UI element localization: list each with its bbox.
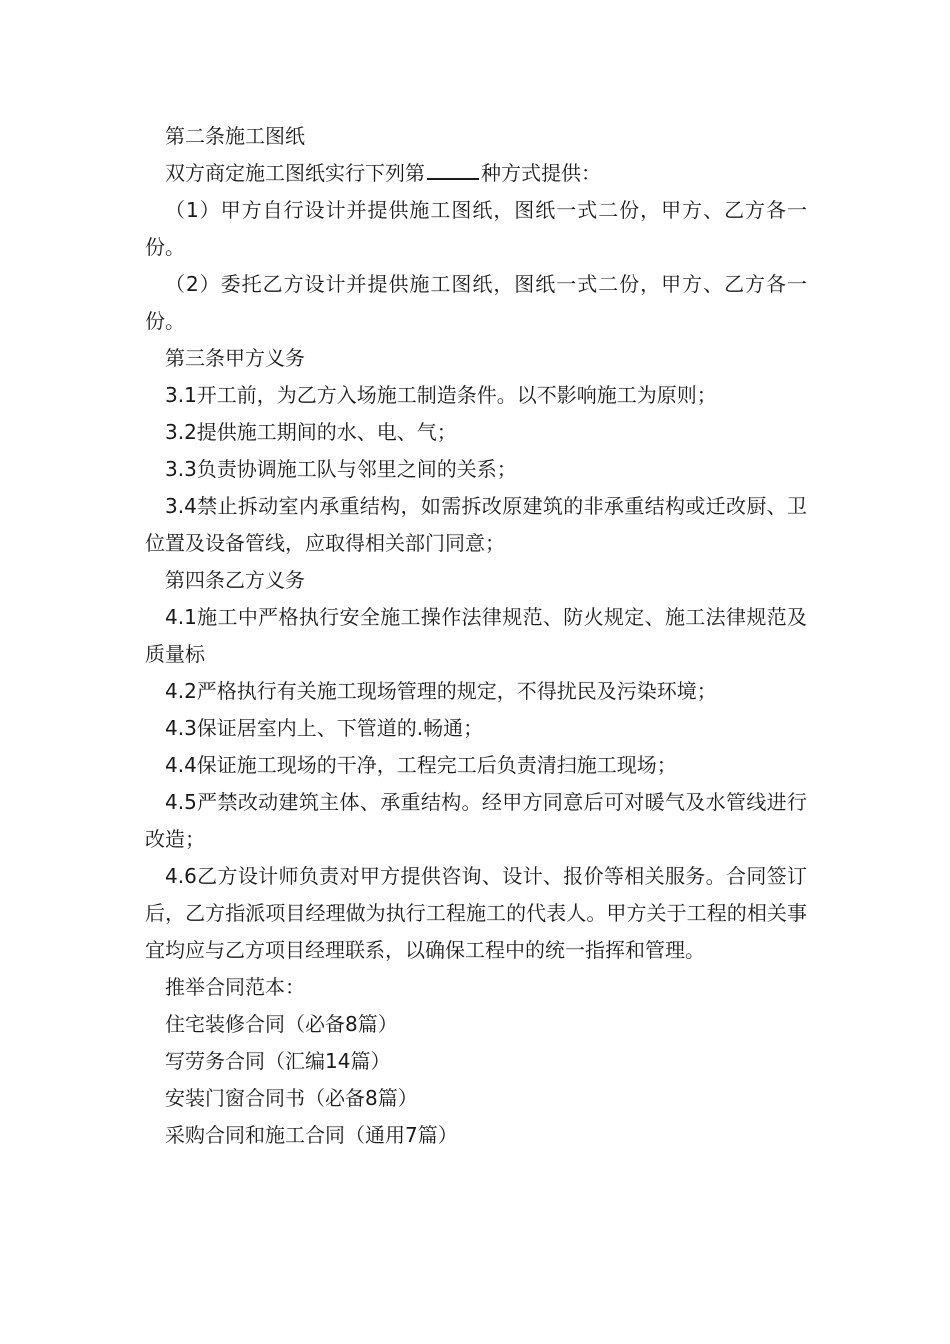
paragraph-text: 双方商定施工图纸实行下列第 bbox=[165, 161, 425, 185]
clause-4-2: 4.2严格执行有关施工现场管理的规定，不得扰民及污染环境； bbox=[165, 679, 717, 703]
section-heading-3: 第三条甲方义务 bbox=[165, 346, 305, 370]
clause-3-1: 3.1开工前，为乙方入场施工制造条件。以不影响施工为原则； bbox=[165, 383, 717, 407]
option-1: （1）甲方自行设计并提供施工图纸，图纸一式二份，甲方、乙方各一份。 bbox=[145, 198, 807, 259]
section-heading-2: 第二条施工图纸 bbox=[165, 124, 305, 148]
paragraph-text: 种方式提供： bbox=[481, 161, 601, 185]
clause-4-1: 4.1施工中严格执行安全施工操作法律规范、防火规定、施工法律规范及质量标 bbox=[145, 605, 807, 666]
clause-4-4: 4.4保证施工现场的干净，工程完工后负责清扫施工现场； bbox=[165, 753, 677, 777]
recommended-link-1[interactable]: 住宅装修合同（必备8篇） bbox=[165, 1012, 398, 1036]
recommended-heading: 推举合同范本： bbox=[165, 975, 305, 999]
clause-4-3: 4.3保证居室内上、下管道的.畅通； bbox=[165, 716, 484, 740]
clause-4-5: 4.5严禁改动建筑主体、承重结构。经甲方同意后可对暖气及水管线进行改造； bbox=[145, 790, 807, 851]
clause-4-6: 4.6乙方设计师负责对甲方提供咨询、设计、报价等相关服务。合同签订后，乙方指派项目经理做为执行工程施工的代表人。甲方关于工程的相关事宜均应与乙方项目经理联系，以确保工程中的统一指挥和管理。 bbox=[145, 864, 807, 962]
clause-3-3: 3.3负责协调施工队与邻里之间的关系； bbox=[165, 457, 517, 481]
recommended-link-4[interactable]: 采购合同和施工合同（通用7篇） bbox=[165, 1123, 458, 1147]
clause-3-4: 3.4禁止拆动室内承重结构，如需拆改原建筑的非承重结构或迁改厨、卫位置及设备管线，应取得相关部门同意； bbox=[145, 494, 807, 555]
option-2: （2）委托乙方设计并提供施工图纸，图纸一式二份，甲方、乙方各一份。 bbox=[145, 272, 807, 333]
document-body bbox=[145, 118, 807, 1154]
recommended-link-2[interactable]: 写劳务合同（汇编14篇） bbox=[165, 1049, 391, 1073]
fill-in-blank bbox=[427, 160, 479, 180]
section-heading-4: 第四条乙方义务 bbox=[165, 568, 305, 592]
clause-3-2: 3.2提供施工期间的水、电、气； bbox=[165, 420, 457, 444]
recommended-link-3[interactable]: 安装门窗合同书（必备8篇） bbox=[165, 1086, 418, 1110]
paragraph-drawing-method bbox=[145, 155, 807, 192]
